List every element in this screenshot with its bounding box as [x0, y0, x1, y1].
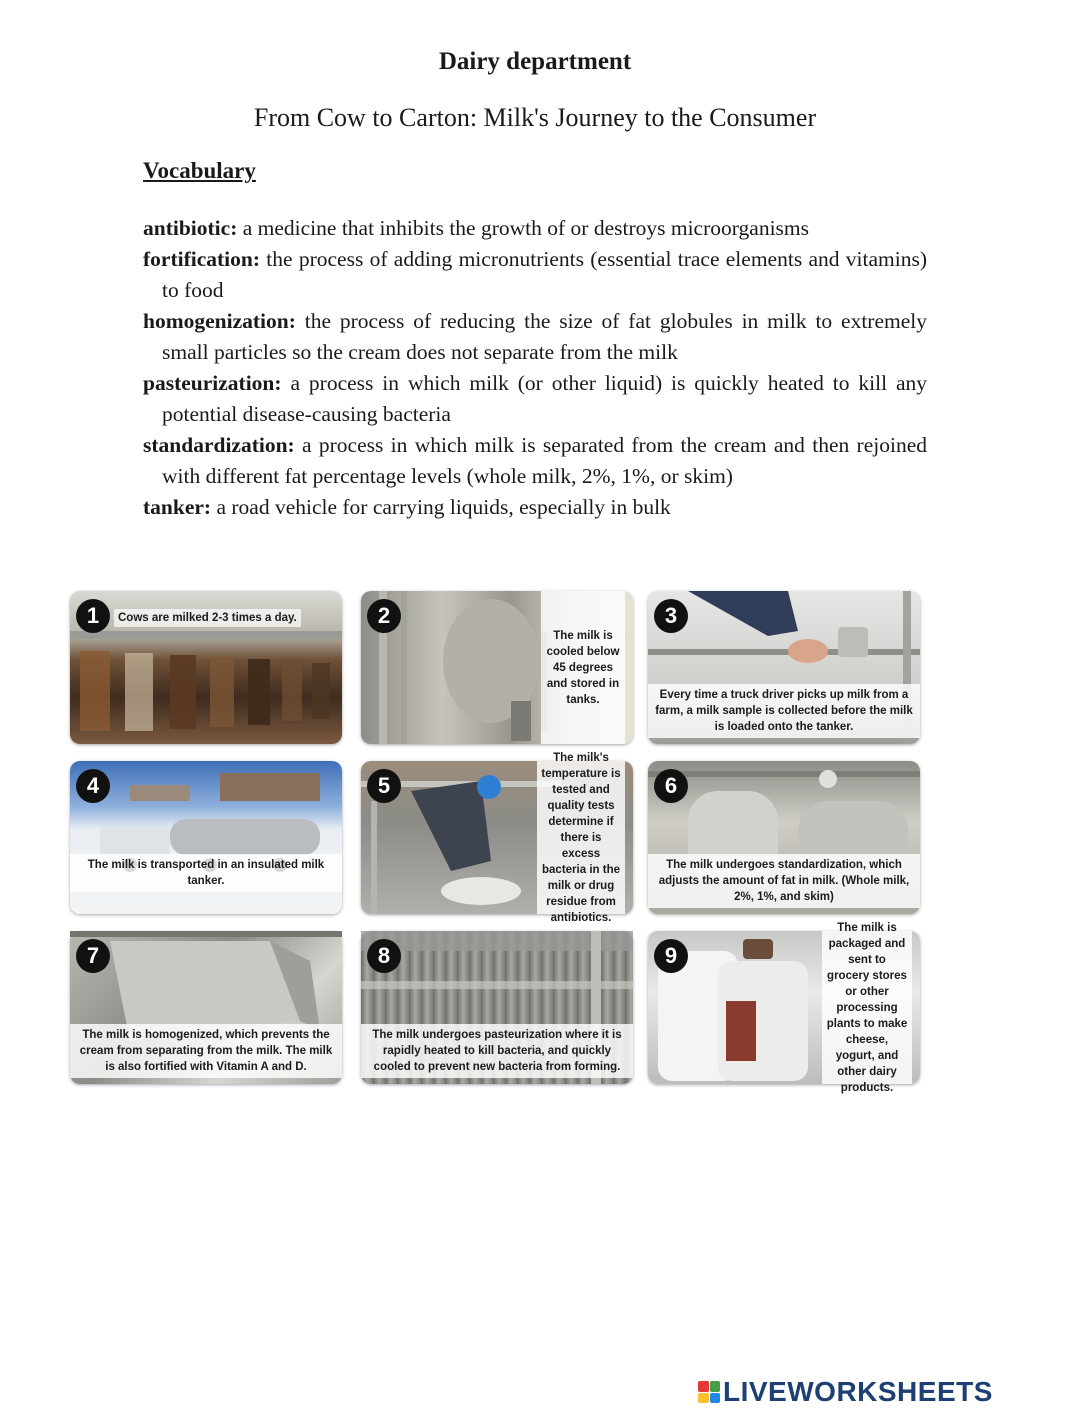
vocab-term: fortification: [143, 247, 261, 271]
step-1-caption: Cows are milked 2-3 times a day. [114, 609, 301, 627]
vocabulary-heading: Vocabulary [143, 158, 256, 183]
step-4-panel [70, 761, 342, 914]
vocab-definition: a road vehicle for carrying liquids, especially in bulk [211, 495, 671, 519]
vocab-entry-standardization [143, 430, 927, 492]
page-subtitle: From Cow to Carton: Milk's Journey to the Consumer [253, 103, 817, 132]
step-6-panel [648, 761, 920, 914]
step-2-caption: The milk is cooled below 45 degrees and stored in tanks. [541, 591, 625, 744]
step-1-number-badge: 1 [76, 599, 110, 633]
step-3-panel [648, 591, 920, 744]
logo-square-icon [710, 1381, 721, 1392]
step-2-panel [361, 591, 633, 744]
vocab-definition: the process of adding micronutrients (essential trace elements and vitamins) to food [162, 247, 927, 302]
step-6-number-badge: 6 [654, 769, 688, 803]
vocab-entry-tanker [143, 492, 927, 523]
liveworksheets-logo [698, 1376, 993, 1408]
step-7-panel [70, 931, 342, 1084]
vocabulary-list [143, 213, 927, 523]
vocab-definition: a medicine that inhibits the growth of or destroys microorganisms [237, 216, 809, 240]
vocab-definition: a process in which milk (or other liquid) is quickly heated to kill any potential disease-causing bacteria [162, 371, 927, 426]
logo-mark-icon [698, 1381, 720, 1403]
step-2-number-badge: 2 [367, 599, 401, 633]
vocab-entry-antibiotic [143, 213, 927, 244]
step-4-number-badge: 4 [76, 769, 110, 803]
step-7-caption: The milk is homogenized, which prevents the cream from separating from the milk. The milk is also fortified with Vitamin A and D. [70, 1024, 342, 1078]
vocab-definition: a process in which milk is separated from the cream and then rejoined with different fat percentage levels (whole milk, 2%, 1%, or skim) [162, 433, 927, 488]
vocab-term: pasteurization: [143, 371, 282, 395]
step-3-caption: Every time a truck driver picks up milk from a farm, a milk sample is collected before the milk is loaded onto the tanker. [648, 684, 920, 738]
logo-text: LIVEWORKSHEETS [723, 1376, 993, 1407]
step-3-number-badge: 3 [654, 599, 688, 633]
vocab-entry-homogenization [143, 306, 927, 368]
vocab-term: antibiotic: [143, 216, 238, 240]
vocab-entry-pasteurization [143, 368, 927, 430]
step-9-caption: The milk is packaged and sent to grocery stores or other processing plants to make cheese, yogurt, and other dairy products. [822, 931, 912, 1084]
vocab-term: homogenization: [143, 309, 296, 333]
page-title: Dairy department [438, 48, 632, 75]
step-8-panel [361, 931, 633, 1084]
step-7-number-badge: 7 [76, 939, 110, 973]
step-1-panel [70, 591, 342, 744]
step-6-caption: The milk undergoes standardization, which adjusts the amount of fat in milk. (Whole milk, 2%, 1%, and skim) [648, 854, 920, 908]
step-5-caption: The milk's temperature is tested and quality tests determine if there is excess bacteria in the milk or drug residue from antibiotics. [537, 761, 625, 914]
vocab-entry-fortification [143, 244, 927, 306]
step-9-panel [648, 921, 920, 1094]
step-4-caption: The milk is transported in an insulated milk tanker. [70, 854, 342, 892]
step-5-number-badge: 5 [367, 769, 401, 803]
vocab-term: standardization: [143, 433, 295, 457]
step-5-panel [361, 751, 633, 924]
logo-square-icon [710, 1393, 721, 1404]
logo-square-icon [698, 1381, 709, 1392]
vocab-definition: the process of reducing the size of fat globules in milk to extremely small particles so the cream does not separate from the milk [162, 309, 927, 364]
step-8-number-badge: 8 [367, 939, 401, 973]
step-9-number-badge: 9 [654, 939, 688, 973]
step-8-caption: The milk undergoes pasteurization where it is rapidly heated to kill bacteria, and quickly cooled to prevent new bacteria from forming. [361, 1024, 633, 1078]
logo-square-icon [698, 1393, 709, 1404]
vocab-term: tanker: [143, 495, 212, 519]
